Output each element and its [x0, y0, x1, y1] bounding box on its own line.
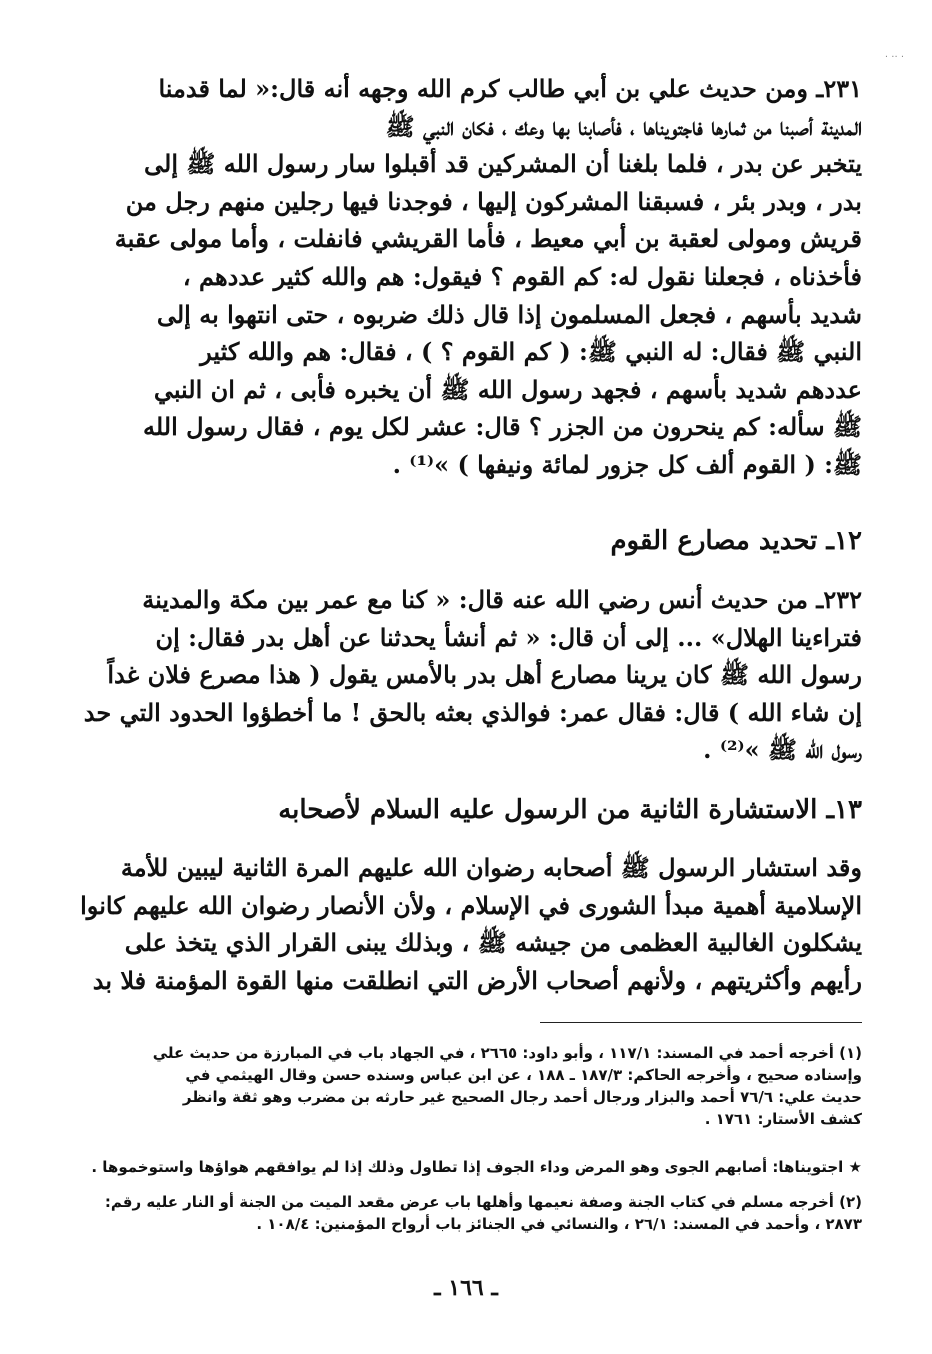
hadith-231-paragraph: [70, 70, 862, 484]
footnote-star: [70, 1156, 862, 1178]
footnote-2: [70, 1191, 862, 1235]
paragraph-line: يشكلون الغالبية العظمى من جيشه ﷺ ، وبذلك يبنى القرار الذي يتخذ على: [124, 928, 862, 958]
footnote-line: كشف الأستار: ١٧٦١ .: [704, 1110, 862, 1128]
paragraph-line: شديد بأسهم ، فجعل المسلمون إذا قال ذلك ضربوه ، حتى انتهوا به إلى: [156, 299, 862, 329]
page-number: ـ ١٦٦ ـ: [434, 1275, 498, 1301]
footnote-1: [70, 1042, 862, 1130]
paragraph-line: النبي ﷺ فقال: له النبي ﷺ: ( كم القوم ؟ ) ، فقال: هم والله كثير: [200, 337, 862, 367]
footnote-line: ٢٨٧٣ ، وأحمد في المسند: ٢٦/١ ، والنسائي في الجنائز باب أرواح المؤمنين: ١٠٨/٤ .: [256, 1215, 862, 1233]
paragraph-line: ﷺ سأله: كم ينحرون من الجزر ؟ قال: عشر لكل يوم ، فقال رسول الله: [142, 412, 862, 442]
footnote-line: (٢) أخرجه مسلم في كتاب الجنة وصفة نعيمها وأهلها باب عرض مقعد الميت من الجنة أو النار عليه رقم:: [104, 1193, 862, 1211]
paragraph-line: عددهم شديد بأسهم ، فجهد رسول الله ﷺ أن يخبره فأبى ، ثم ان النبي: [153, 374, 862, 404]
section-heading-13: ١٣ـ الاستشارة الثانية من الرسول عليه السلام لأصحابه: [278, 795, 862, 825]
paragraph-line: ٢٣١ـ ومن حديث علي بن أبي طالب كرم الله وجهه أنه قال:« لما قدمنا: [158, 74, 862, 103]
footnote-line: (١) أخرجه أحمد في المسند: ١١٧/١ ، وأبو داود: ٢٦٦٥ ، في الجهاد باب في المبارزة من حديث علي: [152, 1044, 862, 1062]
paragraph-line: رسول الله ﷺ »⁽²⁾ .: [703, 735, 862, 765]
paragraph-line: رأيهم وأكثريتهم ، ولأنهم أصحاب الأرض التي انطلقت منها القوة المؤمنة فلا بد: [92, 965, 862, 995]
paragraph-line: بدر ، وبدر بئر ، فسبقنا المشركون إليها ، فوجدنا فيها رجلين منهم رجل من: [125, 186, 862, 216]
paragraph-line: فتراءينا الهلال» ... إلى أن قال: « ثم أنشأ يحدثنا عن أهل بدر فقال: إن: [155, 622, 862, 652]
footnote-line: وإسناده صحيح ، وأخرجه الحاكم: ١٨٧/٣ ـ ١٨٨ ، عن ابن عباس وسنده حسن وقال الهيثمي في: [185, 1066, 862, 1084]
paragraph-line: يتخبر عن بدر ، فلما بلغنا أن المشركين قد أقبلوا سار رسول الله ﷺ إلى: [144, 149, 862, 179]
paragraph-line: وقد استشار الرسول ﷺ أصحابه رضوان الله عليهم المرة الثانية ليبين للأمة: [120, 853, 862, 882]
footnote-line: حديث علي: ٧٦/٦ أحمد والبزار ورجال أحمد رجال الصحيح غير حارثه بن مضرب وهو ثقة وانظر: [182, 1088, 862, 1106]
paragraph-line: المدينة أصبنا من ثمارها فاجتويناها ، فأصابنا بها وعك ، فكان النبي ﷺ: [385, 111, 862, 141]
hadith-232-paragraph: [70, 581, 862, 769]
footnote-separator: [540, 1022, 862, 1023]
paragraph-line: الإسلامية أهمية مبدأ الشورى في الإسلام ، ولأن الأنصار رضوان الله عليهم كانوا: [80, 890, 862, 920]
paragraph-line: ٢٣٢ـ من حديث أنس رضي الله عنه قال: « كنا مع عمر بين مكة والمدينة: [142, 585, 862, 614]
body-paragraph: [70, 849, 862, 999]
paragraph-line: رسول الله ﷺ كان يرينا مصارع أهل بدر بالأمس يقول ( هذا مصرع فلان غداً: [107, 660, 862, 690]
paragraph-line: إن شاء الله ) قال: فقال عمر: فوالذي بعثه بالحق ! ما أخطؤوا الحدود التي حد: [83, 697, 862, 727]
section-heading-12: ١٢ـ تحديد مصارع القوم: [610, 526, 862, 556]
footnote-line: ★ اجتويناها: أصابهم الجوى وهو المرض وداء الجوف إذا تطاول وذلك إذا لم يوافقهم هواؤها واستوخموها .: [91, 1158, 862, 1176]
corner-scan-mark: · ·· ·: [884, 52, 904, 63]
paragraph-line: فأخذناه ، فجعلنا نقول له: كم القوم ؟ فيقول: هم والله كثير عددهم ،: [182, 261, 862, 291]
paragraph-line: قريش ومولى لعقبة بن أبي معيط ، فأما القريشي فانفلت ، وأما مولى عقبة: [114, 224, 862, 254]
paragraph-line: ﷺ: ( القوم ألف كل جزور لمائة ونيفها ) »⁽¹⁾ .: [392, 449, 862, 479]
